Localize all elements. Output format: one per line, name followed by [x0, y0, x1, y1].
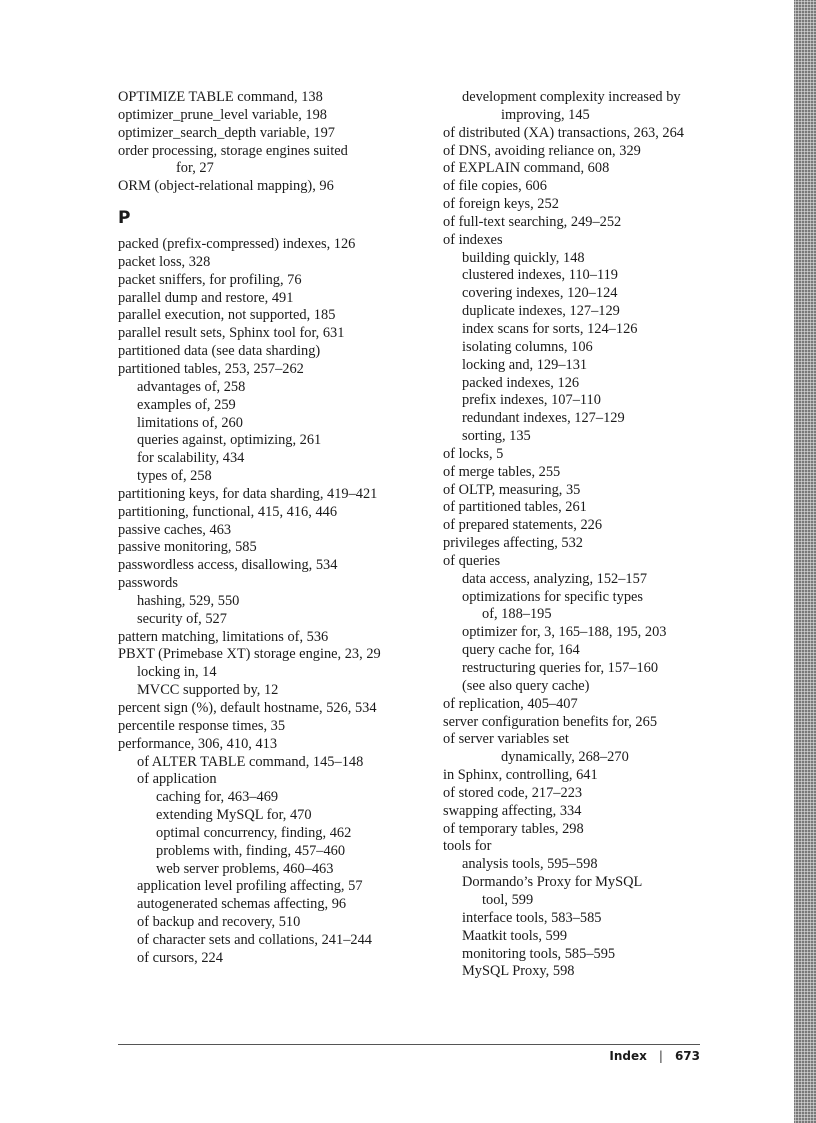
index-entry: of merge tables, 255	[443, 463, 561, 480]
index-entry: building quickly, 148	[462, 249, 585, 266]
index-entry: of distributed (XA) transactions, 263, 264	[443, 124, 685, 141]
index-entry: (see also query cache)	[462, 677, 590, 694]
index-entry: web server problems, 460–463	[156, 860, 334, 877]
index-entry: of character sets and collations, 241–244	[137, 931, 372, 948]
index-entry: parallel result sets, Sphinx tool for, 631	[118, 325, 345, 342]
index-entry: ORM (object-relational mapping), 96	[118, 178, 334, 195]
index-entry: application level profiling affecting, 57	[137, 878, 363, 895]
index-entry: of full-text searching, 249–252	[443, 213, 622, 230]
index-entry: prefix indexes, 107–110	[462, 392, 601, 409]
index-entry: of EXPLAIN command, 608	[443, 160, 610, 177]
index-entry: hashing, 529, 550	[137, 592, 240, 609]
index-entry: clustered indexes, 110–119	[462, 267, 618, 284]
index-entry: interface tools, 583–585	[462, 909, 602, 926]
index-entry: partitioning, functional, 415, 416, 446	[118, 503, 338, 520]
section-letter-heading: P	[118, 208, 131, 229]
index-entry: data access, analyzing, 152–157	[462, 570, 648, 587]
index-entry: caching for, 463–469	[156, 789, 279, 806]
index-entry: in Sphinx, controlling, 641	[443, 767, 598, 784]
index-entry: passive caches, 463	[118, 521, 232, 538]
index-entry: of application	[137, 771, 217, 788]
index-entry: of replication, 405–407	[443, 695, 578, 712]
index-entry: of queries	[443, 552, 501, 569]
index-entry: OPTIMIZE TABLE command, 138	[118, 89, 323, 105]
index-column-right	[443, 89, 788, 981]
index-entry: parallel execution, not supported, 185	[118, 307, 336, 324]
index-entry: of prepared statements, 226	[443, 517, 603, 534]
page-number: 673	[674, 1049, 700, 1063]
index-column-left	[118, 89, 418, 968]
index-entry: of file copies, 606	[443, 178, 547, 195]
footer-separator: |	[658, 1049, 663, 1063]
index-entry: MySQL Proxy, 598	[462, 963, 575, 980]
index-entry: restructuring queries for, 157–160	[462, 660, 659, 676]
index-entry: optimizer_search_depth variable, 197	[118, 124, 335, 141]
footer-rule	[118, 1044, 700, 1045]
index-entry: performance, 306, 410, 413	[118, 735, 278, 752]
index-entry: extending MySQL for, 470	[156, 807, 312, 824]
index-entry: packed indexes, 126	[462, 374, 580, 391]
index-entry: privileges affecting, 532	[443, 535, 583, 552]
index-entry: analysis tools, 595–598	[462, 856, 598, 873]
index-entry: of OLTP, measuring, 35	[443, 481, 581, 498]
index-entry: duplicate indexes, 127–129	[462, 303, 620, 320]
index-entry: development complexity increased by	[462, 89, 681, 105]
page-edge-gutter	[794, 0, 816, 1123]
index-entry: MVCC supported by, 12	[137, 682, 279, 699]
index-entry: query cache for, 164	[462, 642, 580, 659]
index-entry: of ALTER TABLE command, 145–148	[137, 753, 364, 770]
index-entry: for, 27	[176, 160, 214, 177]
index-entry: of DNS, avoiding reliance on, 329	[443, 142, 641, 159]
index-entry: problems with, finding, 457–460	[156, 842, 346, 859]
index-entry: Dormando’s Proxy for MySQL	[462, 874, 643, 891]
index-entry: pattern matching, limitations of, 536	[118, 628, 329, 645]
index-entry: locking in, 14	[137, 664, 217, 681]
index-entry: of temporary tables, 298	[443, 820, 584, 837]
index-entry: percentile response times, 35	[118, 717, 286, 734]
index-entry: types of, 258	[137, 468, 212, 485]
index-entry: of foreign keys, 252	[443, 196, 559, 213]
index-entry: of cursors, 224	[137, 949, 223, 966]
index-entry: index scans for sorts, 124–126	[462, 320, 638, 337]
index-entry: passive monitoring, 585	[118, 539, 257, 556]
index-entry: monitoring tools, 585–595	[462, 945, 616, 962]
index-entry: limitations of, 260	[137, 414, 243, 431]
index-entry: optimizer for, 3, 165–188, 195, 203	[462, 624, 667, 641]
index-entry: packet loss, 328	[118, 253, 211, 270]
index-entry: passwords	[118, 575, 178, 592]
index-entry: dynamically, 268–270	[501, 749, 629, 766]
index-entry: covering indexes, 120–124	[462, 285, 618, 302]
index-entry: autogenerated schemas affecting, 96	[137, 896, 347, 913]
index-entry: swapping affecting, 334	[443, 802, 582, 819]
index-entry: tools for	[443, 838, 492, 855]
index-entry: of locks, 5	[443, 445, 504, 462]
index-entry: Maatkit tools, 599	[462, 927, 568, 944]
index-entry: of backup and recovery, 510	[137, 914, 301, 931]
footer-label: Index	[609, 1049, 647, 1063]
index-entry: advantages of, 258	[137, 378, 246, 395]
index-entry: of server variables set	[443, 731, 569, 748]
index-entry: partitioned tables, 253, 257–262	[118, 360, 304, 377]
index-entry: security of, 527	[137, 610, 227, 627]
index-entry: sorting, 135	[462, 428, 531, 445]
index-entry: of indexes	[443, 231, 503, 248]
index-entry: queries against, optimizing, 261	[137, 432, 322, 449]
index-entry: of partitioned tables, 261	[443, 499, 587, 516]
index-entry: locking and, 129–131	[462, 356, 588, 373]
index-entry: optimizer_prune_level variable, 198	[118, 106, 327, 123]
index-entry: packed (prefix-compressed) indexes, 126	[118, 236, 356, 253]
index-entry: order processing, storage engines suited	[118, 142, 348, 159]
index-entry: for scalability, 434	[137, 450, 245, 467]
index-entry: examples of, 259	[137, 396, 236, 413]
index-entry: partitioning keys, for data sharding, 419–421	[118, 485, 378, 502]
index-entry: parallel dump and restore, 491	[118, 289, 294, 306]
index-entry: of, 188–195	[482, 606, 552, 623]
index-entry: passwordless access, disallowing, 534	[118, 557, 338, 574]
index-entry: optimal concurrency, finding, 462	[156, 824, 352, 841]
index-entry: improving, 145	[501, 106, 590, 123]
index-entry: isolating columns, 106	[462, 338, 593, 355]
index-entry: of stored code, 217–223	[443, 784, 583, 801]
index-entry: tool, 599	[482, 891, 534, 908]
index-entry: percent sign (%), default hostname, 526, 534	[118, 700, 377, 716]
index-entry: redundant indexes, 127–129	[462, 410, 625, 427]
index-entry: optimizations for specific types	[462, 588, 644, 605]
index-entry: server configuration benefits for, 265	[443, 713, 658, 730]
index-entry: partitioned data (see data sharding)	[118, 343, 321, 360]
page-footer	[609, 1049, 700, 1063]
index-entry: packet sniffers, for profiling, 76	[118, 271, 302, 288]
index-entry: PBXT (Primebase XT) storage engine, 23, 29	[118, 646, 381, 663]
